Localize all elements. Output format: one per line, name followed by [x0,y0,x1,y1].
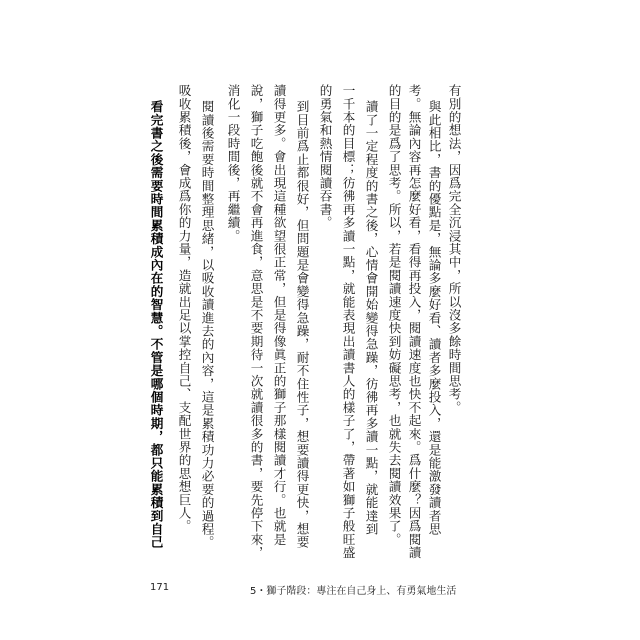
page-footer [0,582,640,602]
text-column-8: 到目前爲止都很好，但問題是會變得急躁，耐不住性子，想要讀得更快，想要 [294,100,310,549]
text-column-10: 說，獅子吃飽後就不會再進食，意思是不要期待一次就讀很多的書，要先停下來， [248,84,264,560]
text-column-6: 一千本的目標；彷彿再多讀一點，就能表現出讀書人的樣子了，帶著如獅子般旺盛 [340,84,356,560]
text-column-11: 消化一段時間後，再繼續。 [225,84,241,243]
text-column-2: 與此相比，書的優點是，無論多麼好看、讀者多麼投入，還是能激發讀者思 [426,100,442,536]
text-column-7: 的勇氣和熱情閱讀吞書。 [317,84,333,230]
text-column-9: 讀得更多。會出現這種欲望很正常，但是得像眞正的獅子那樣閱讀才行。也就是 [271,84,287,546]
text-column-4: 的目的是爲了思考。所以，若是閱讀速度快到妨礙思考，也就失去閱讀效果了。 [386,84,402,546]
page-number: 171 [150,582,170,593]
text-column-3: 考。無論內容再怎麼好看，看得再投入，閱讀速度也快不起來。爲什麼？因爲閱讀 [406,84,422,560]
chapter-title: 5・獅子階段：專注在自己身上、有勇氣地生活 [250,586,457,597]
text-column-1: 有別的想法，因爲完全沉浸其中，所以沒多餘時間思考。 [446,84,462,414]
text-column-5: 讀了一定程度的書之後，心情會開始變得急躁，彷彿再多讀一點，就能達到 [363,100,379,536]
text-column-12: 閱讀後需要時間整理思緒，以吸收讀進去的內容，這是累積功力必要的過程。 [199,100,215,549]
text-column-13: 吸收累積後，會成爲你的力量，造就出足以掌控自己、支配世界的思想巨人。 [176,84,192,533]
text-column-14-emphasis: 看完書之後需要時間累積成內在的智慧。不管是哪個時期，都只能累積到自己 [148,100,164,549]
